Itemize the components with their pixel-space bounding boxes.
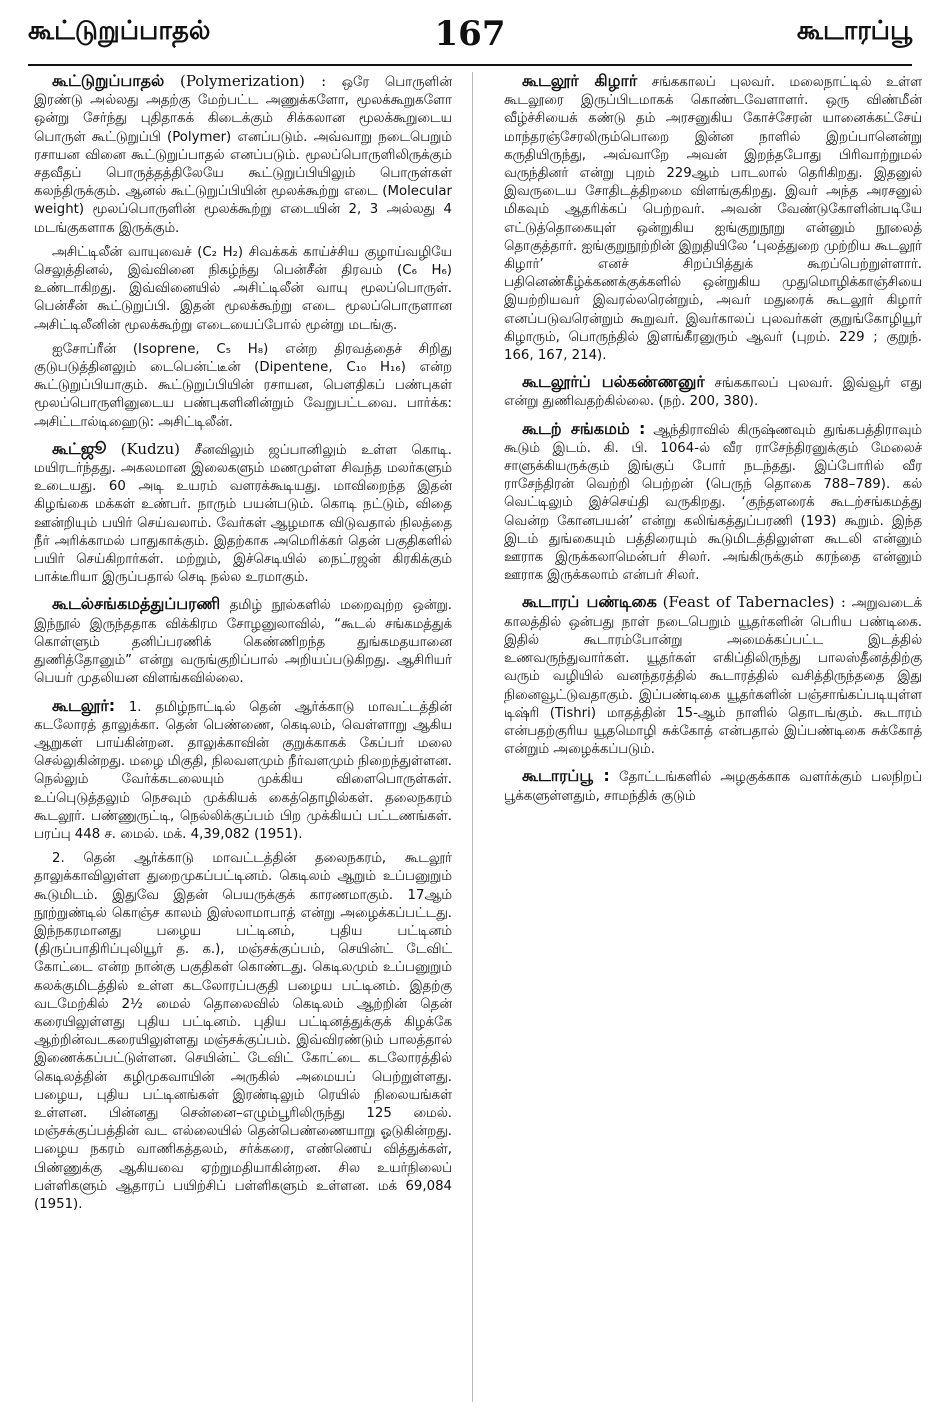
entry-text: 1. தமிழ்நாட்டில் தென் ஆர்க்காடு மாவட்டத்தின் கடலோரத் தாலுக்கா. தென் பெண்ணை, கெடிலம், வெள்ளாறு ஆகிய ஆறுகள் பாய்கின்றன. தாலுக்காவின் குறுக்காகக் கேப்பர் மலை செல்லுகின்றது. மழை மிகுதி, நிலவளமும் நீர்வளமும் நிறைந்துள்ளன. நெல்லும் வேர்க்கடலையும் முக்கிய விளைபொருள்கள். உப்புெடுத்தலும் நெசவும் முக்கியக் கைத்தொழில்கள். தலைநகரம் கூடலூர். பண்ணுருட்டி, நெல்லிக்குப்பம் பிற முக்கியப் பட்டணங்கள். பரப்பு 448 ச. மைல். மக். 4,39,082 (1951). <box>34 699 452 842</box>
entry-kudzu <box>34 438 452 588</box>
page-header <box>28 14 912 66</box>
headword: கூடலூர்: <box>52 695 116 715</box>
entry-text: ஆந்திராவில் கிருஷ்ணவும் துங்கபத்திராவும் கூடும் இடம். கி. பி. 1064-ல் வீர ராசேந்திரனுக்கும் மேலைச் சாளுக்கியருக்கும் இங்குப் போர் நடந்தது. இப்போரில் வீர ராசேந்திரன் வெற்றி பெற்றன் (பெருந் தொகை 788–789). கல் வெட்டிலும் இச்செய்தி வருகிறது. ‘குந்தளரைக் கூடற்சங்கமத்து வென்ற கோனபயன்’ என்று கலிங்கத்துப்பரணி (193) கூறும். இந்த இடம் துங்கையும் பத்திரையும் கூடுமிடத்திலுள்ள கூடலி என்னும் ஊராக இருக்கலாமென்பர் சிலர். அங்கிருக்கும் கரந்தை என்னும் ஊராக இருக்கலாம் என்பர் சிலர். <box>504 422 922 584</box>
english-gloss: (Feast of Tabernacles) : <box>662 593 846 612</box>
entry-text: சங்ககாலப் புலவர். மலைநாட்டில் உள்ள கூடலூரை இருப்பிடமாகக் கொண்டவேளாளர். ஒரு விண்மீன் வீழ்ச்சியைக் கண்டு தம் அரசனுகிய கோச்சேரன் யானைக்கட்சேய் மாந்தரஞ்சேரலிரும்பொறை இன்ன நாளில் இறப்பானென்று கருதியிருந்து, அவ்வாறே அவன் இறந்தபோது பிரிவாற்றுமல் வருந்தினர் என்று புறம் 229ஆம் பாடலால் தெரிகிறது. இதனுல் இவருடைய சோதிடத்திறமை விளங்குகிறது. இவர் அந்த அரசனுல் மிகவும் ஆதரிக்கப் பெற்றவர். அவன் வேண்டுகோளின்படியே எட்டுத்தொகையுள் ஒன்றுகிய ஐங்குறுநூறு என்னும் நூலைத் தொகுத்தார். ஐங்குறுநூற்றின் இறுதியிலே ‘புலத்துறை முற்றிய கூடலூர் கிழார்’ எனச் சிறப்பித்துக் கூறப்பெற்றுள்ளார். பதினெண்கீழ்க்கணக்குக்களில் ஒன்றுகிய முதுமொழிக்காஞ்சியை இயற்றியவர் இவரல்லரென்றும், அவர் மதுரைக் கூடலூர் கிழார் எனப்படுவரென்றும் கூறுவர். இவர்காலப் புலவர்கள் குறுங்கோழியூர் கிழாரும், பொருந்தில் இளங்கீரனுரும் ஆவர் (புறம். 229 ; குறுந். 166, 167, 214). <box>504 75 922 364</box>
headword: கூடல்சங்கமத்துப்பரணி <box>52 594 221 614</box>
headword: கூடலூர் கிழார் <box>522 71 638 90</box>
entry-koodar-sangamam <box>504 418 922 586</box>
headword: கூட்டுறுப்பாதல் <box>52 71 165 90</box>
entry-text: தமிழ் நூல்களில் மறைவுற்ற ஒன்று. இந்நூல் இருந்ததாக விக்கிரம சோழனுலாவில், “கூடல் சங்கமத்துக் கொள்ளும் தனிப்பரணிக் கெண்ணிறந்த துங்கமதயானை துணித்தோனும்” என்று வருங்குறிப்பால் அறியப்படுகிறது. ஆசிரியர் பெயர் முதலியன விளங்கவில்லை. <box>34 598 452 687</box>
entry-koodal-sangamathu-parani <box>34 593 452 688</box>
running-head-right: கூடாரப்பூ <box>796 16 912 46</box>
entry-koodalur-palkannanar <box>504 371 922 411</box>
left-column <box>34 70 452 1410</box>
running-head-left: கூட்டுறுப்பாதல் <box>28 16 211 46</box>
entry-paragraph: ஐசோப்ரீன் (Isoprene, C₅ H₈) என்ற திரவத்தைச் சிறிது குடுபடுத்தினலும் டைபென்ட்டீன் (Dipentene, C₁₀ H₁₆) என்ற கூட்டுறுப்பியாகும். கூட்டுறுப்பியின் ரசாயன, பௌதிகப் பண்புகள் மூலப்பொருளினுடைய பண்புகளினின்றும் வேறுபட்டவை. பார்க்க: அசிட்டால்டிஹைடு: அசிட்டிலீன். <box>34 341 452 430</box>
entry-text: தோட்டங்களில் அழகுக்காக வளர்க்கும் பலநிறப் பூக்களுள்ளதும், சாமந்திக் குடும் <box>504 770 922 804</box>
entry-paragraph: அசிட்டிலீன் வாயுவைச் (C₂ H₂) சிவக்கக் காய்ச்சிய குழாய்வழியே செலுத்தினல், இவ்வினை நிகழ்ந்து பென்சீன் திரவம் (C₆ H₆) உண்டாகிறது. இவ்வினையில் அசிட்டிலீன் வாயு மூலப்பொருள். பென்சீன் கூட்டுறுப்பி. இதன் மூலக்கூற்று எடை மூலப்பொருளான அசிட்டிலீனின் மூலக்கூற்று எடையைப்போல் மூன்று மடங்கு. <box>34 244 452 333</box>
headword: கூடாரப் பண்டிகை <box>522 592 657 612</box>
entry-paragraph: 2. தென் ஆர்க்காடு மாவட்டத்தின் தலைநகரம், கூடலூர் தாலுக்காவிலுள்ள துறைமுகப்பட்டினம். கெடிலம் ஆறும் உப்பனுறும் கூடுமிடம். இதுவே இதன் பெயருக்குக் காரணமாகும். 17ஆம் நூற்றுண்டில் கொஞ்ச காலம் இஸ்லாமாபாத் என்று அழைக்கப்பட்டது. இந்நகரமானது பழைய பட்டினம், புதிய பட்டினம் (திருப்பாதிரிப்புலியூர் த. க.), மஞ்சக்குப்பம், செயின்ட் டேவிட் கோட்டை என்ற நான்கு பகுதிகள் கொண்டது. கெடிலமும் உப்பனுறும் கலக்குமிடத்தில் உள்ள கடலோரப்பகுதி பழைய பட்டினம். இதற்கு வடமேற்கில் 2½ மைல் தொலைவில் கெடிலம் ஆற்றின் தென் கரையிலுள்ளது புதிய பட்டினம். புதிய பட்டினத்துக்குக் கிழக்கே ஆற்றின்வடகரையிலுள்ளது மஞ்சக்குப்பம். இவ்விரண்டும் பாலத்தால் இணைக்கப்பட்டுள்ளன. செயின்ட் டேவிட் கோட்டை கடலோரத்தில் கெடிலத்தின் கழிமுகவாயின் அருகில் அமையப் பெற்றுள்ளது. பழைய, புதிய பட்டினங்கள் இரண்டிலும் ரெயில் நிலையங்கள் உள்ளன. பின்னது சென்னை–எழும்பூரிலிருந்து 125 மைல். மஞ்சக்குப்பத்தின் வட எல்லையில் தென்பெண்ணையாறு ஓடுகின்றது. பழைய நகரம் வாணிகத்தலம், சர்க்கரை, எண்ணெய் வித்துக்கள், பிண்ணுக்கு ஆகியவை ஏற்றுமதியாகின்றன. சில உயர்நிலைப் பள்ளிகளும் ஆதாரப் பயிற்சிப் பள்ளிகளும் உள்ளன. மக் 69,084 (1951). <box>34 851 452 1212</box>
entry-text: சீனவிலும் ஜப்பானிலும் உள்ள கொடி. மயிரடர்ந்தது. அகலமான இலைகளும் மணமுள்ள சிவந்த மலர்களும் உடையது. 60 அடி உயரம் வளரக்கூடியது. மாவிறைந்த இதன் கிழங்கை மக்கள் உண்பர். நாரும் பயன்படும். கொடி நட்டும், விதை ஊன்றியும் பயிர் செய்வலாம். வேர்கள் ஆழமாக விடுவதால் நிலத்தை நீர் அரிக்காமல் பாதுகாக்கும். இதற்காக அமெரிக்கர் தென் பகுதிகளில் பயிர் செய்கிறார்கள். மற்றும், இச்செடியில் நைட்ரஜன் கிரகிக்கும் பாக்டீரியா இருப்பதால் செடி நல்ல உரமாகும். <box>34 442 452 586</box>
right-column <box>504 70 922 1410</box>
entry-koodalur-kizhar <box>504 70 922 365</box>
entry-koodalur <box>34 695 452 845</box>
headword: கூட்ஜூ <box>52 438 107 458</box>
entry-text: சங்ககாலப் புலவர். இவ்வூர் எது என்று துணிவதற்கில்லை. (நற். 200, 380). <box>504 376 922 410</box>
entry-koodarappoo <box>504 765 922 805</box>
entry-feast-of-tabernacles <box>504 591 922 759</box>
entry-text: அறுவடைக் காலத்தில் ஒன்பது நாள் நடைபெறும் யூதர்களின் பெரிய பண்டிகை. இதில் கூடாரம்போன்று அமைக்கப்பட்ட இடத்தில் உணவருந்துவார்கள். யூதர்கள் எகிப்திலிருந்து பாலஸ்தீனத்திற்கு வரும் வழியில் வனந்தரத்தில் கூடாரத்தில் வசித்திருந்ததை இது நினைவூட்டுவதாகும். இப்பண்டிகை யூதர்களின் பஞ்சாங்கப்படியுள்ள டிஷ்ரி (Tishri) மாதத்தின் 15-ஆம் நாளில் தொடங்கும். கூடாரம் என்பதற்குரிய யூதமொழி சுக்கோத் என்பதால் இப்பண்டிகை சுக்கோத் என்றும் அழைக்கப்படும். <box>504 596 922 758</box>
entry-polymerization <box>34 70 452 238</box>
english-gloss: (Polymerization) : <box>179 72 327 90</box>
page-number: 167 <box>434 14 506 54</box>
headword: கூடாரப்பூ : <box>522 766 610 786</box>
english-gloss: (Kudzu) <box>120 439 181 458</box>
headword: கூடற் சங்கமம் : <box>522 418 646 438</box>
column-divider <box>472 72 473 1402</box>
headword: கூடலூர்ப் பல்கண்ணனுர் <box>522 372 705 392</box>
entry-text: ஒரே பொருளின் இரண்டு அல்லது அதற்கு மேற்பட்ட அணுக்களோ, மூலக்கூறுகளோ ஒன்று சேர்ந்து புதிதாகக் கிடைக்கும் சிக்கலான மூலக்கூறுடைய பொருள் கூட்டுறுப்பி (Polymer) எனப்படும். அவ்வாறு நடைபெறும் ரசாயன வினை கூட்டுறுப்பாதல் எனப்படும். மூலப்பொருளிலிருக்கும் சதவீதப் பொருத்தத்திலேயே கூட்டுறுப்பியிலும் பொருள்கள் கலந்திருக்கும். ஆனல் கூட்டுறுப்பியின் மூலக்கூற்று எடை (Molecular weight) மூலப்பொருளின் மூலக்கூற்று எடையின் 2, 3 அல்லது 4 மடங்குகளாக இருக்கும். <box>34 75 452 236</box>
